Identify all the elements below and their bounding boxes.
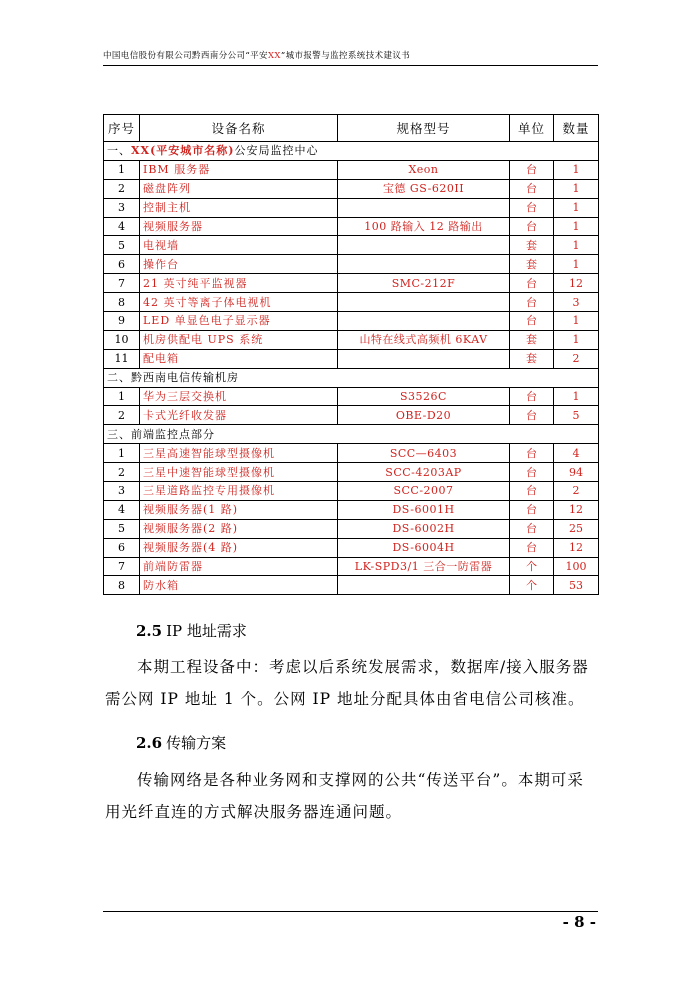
table-row — [104, 312, 599, 331]
table-row — [104, 255, 599, 274]
cell-name: 视频服务器(1 路) — [140, 500, 338, 519]
cell-qty: 2 — [554, 349, 599, 368]
table-row — [104, 406, 599, 425]
cell-model — [338, 236, 510, 255]
cell-qty: 1 — [554, 255, 599, 274]
section-title-suffix: 公安局监控中心 — [234, 144, 319, 158]
cell-no: 4 — [104, 500, 140, 519]
cell-name: 视频服务器(2 路) — [140, 519, 338, 538]
table-row — [104, 274, 599, 293]
cell-name: 配电箱 — [140, 349, 338, 368]
cell-unit: 台 — [510, 444, 554, 463]
cell-no: 10 — [104, 330, 140, 349]
cell-no: 2 — [104, 179, 140, 198]
cell-qty: 1 — [554, 179, 599, 198]
table-row — [104, 538, 599, 557]
cell-qty: 5 — [554, 406, 599, 425]
cell-name: 机房供配电 UPS 系统 — [140, 330, 338, 349]
col-header-qty: 数量 — [554, 115, 599, 142]
cell-no: 2 — [104, 406, 140, 425]
cell-model: Xeon — [338, 160, 510, 179]
cell-qty: 1 — [554, 160, 599, 179]
cell-unit: 套 — [510, 330, 554, 349]
equipment-table — [103, 114, 599, 595]
cell-name: 42 英寸等离子体电视机 — [140, 293, 338, 312]
col-header-no: 序号 — [104, 115, 140, 142]
cell-no: 2 — [104, 463, 140, 482]
table-header-row — [104, 115, 599, 142]
col-header-name: 设备名称 — [140, 115, 338, 142]
paragraph-2-6 — [105, 764, 597, 828]
cell-qty: 3 — [554, 293, 599, 312]
cell-model — [338, 576, 510, 595]
table-row — [104, 349, 599, 368]
cell-no: 5 — [104, 519, 140, 538]
cell-qty: 12 — [554, 538, 599, 557]
cell-qty: 4 — [554, 444, 599, 463]
table-row — [104, 160, 599, 179]
cell-model: DS-6001H — [338, 500, 510, 519]
section-title-highlight: XX(平安城市名称) — [131, 144, 235, 158]
cell-model: 山特在线式高频机 6KAV — [338, 330, 510, 349]
section-title — [104, 425, 599, 444]
cell-no: 8 — [104, 293, 140, 312]
cell-model — [338, 349, 510, 368]
cell-name: 前端防雷器 — [140, 557, 338, 576]
cell-no: 1 — [104, 160, 140, 179]
cell-qty: 53 — [554, 576, 599, 595]
cell-qty: 25 — [554, 519, 599, 538]
table-row — [104, 463, 599, 482]
col-header-model: 规格型号 — [338, 115, 510, 142]
cell-model — [338, 198, 510, 217]
section-title-prefix: 二、黔西南电信传输机房 — [107, 371, 239, 385]
cell-name: 卡式光纤收发器 — [140, 406, 338, 425]
table-row — [104, 519, 599, 538]
header-prefix: 中国电信股份有限公司黔西南分公司“平安 — [103, 51, 268, 61]
cell-unit: 台 — [510, 293, 554, 312]
table-row — [104, 198, 599, 217]
section-title: 传输方案 — [166, 734, 227, 752]
cell-unit: 台 — [510, 406, 554, 425]
cell-model: 100 路输入 12 路输出 — [338, 217, 510, 236]
section-title — [104, 142, 599, 161]
cell-name: 华为三层交换机 — [140, 387, 338, 406]
cell-name: 21 英寸纯平监视器 — [140, 274, 338, 293]
table-row — [104, 482, 599, 501]
cell-no: 8 — [104, 576, 140, 595]
cell-qty: 1 — [554, 217, 599, 236]
cell-qty: 12 — [554, 500, 599, 519]
cell-no: 4 — [104, 217, 140, 236]
section-number: 2.6 — [136, 734, 163, 752]
cell-model: SCC-4203AP — [338, 463, 510, 482]
cell-unit: 台 — [510, 160, 554, 179]
section-heading-2-5 — [136, 620, 247, 641]
cell-unit: 台 — [510, 179, 554, 198]
cell-unit: 套 — [510, 236, 554, 255]
table-row — [104, 293, 599, 312]
header-placeholder: XX — [267, 51, 281, 61]
cell-unit: 个 — [510, 576, 554, 595]
cell-qty: 1 — [554, 330, 599, 349]
cell-model — [338, 293, 510, 312]
table-body — [104, 142, 599, 595]
cell-no: 5 — [104, 236, 140, 255]
col-header-unit: 单位 — [510, 115, 554, 142]
cell-name: 视频服务器(4 路) — [140, 538, 338, 557]
cell-name: 电视墙 — [140, 236, 338, 255]
header-rule — [103, 65, 598, 66]
cell-unit: 台 — [510, 312, 554, 331]
cell-model: SMC-212F — [338, 274, 510, 293]
running-header — [103, 50, 598, 62]
cell-qty: 12 — [554, 274, 599, 293]
table-row — [104, 236, 599, 255]
cell-no: 6 — [104, 538, 140, 557]
cell-name: 磁盘阵列 — [140, 179, 338, 198]
cell-unit: 个 — [510, 557, 554, 576]
section-title — [104, 368, 599, 387]
cell-model: DS-6002H — [338, 519, 510, 538]
cell-no: 3 — [104, 482, 140, 501]
section-title-prefix: 三、前端监控点部分 — [107, 427, 215, 441]
table-row — [104, 500, 599, 519]
footer-rule — [103, 911, 598, 912]
cell-qty: 100 — [554, 557, 599, 576]
cell-name: 三星道路监控专用摄像机 — [140, 482, 338, 501]
table-row — [104, 217, 599, 236]
cell-model: LK-SPD3/1 三合一防雷器 — [338, 557, 510, 576]
cell-unit: 台 — [510, 198, 554, 217]
cell-no: 7 — [104, 557, 140, 576]
header-suffix: ”城市报警与监控系统技术建议书 — [280, 51, 411, 61]
section-heading-2-6 — [136, 732, 226, 753]
cell-no: 11 — [104, 349, 140, 368]
paragraph-text: 传输网络是各种业务网和支撑网的公共“传送平台”。本期可采用光纤直连的方式解决服务器连通问题。 — [105, 771, 584, 821]
paragraph-text: 本期工程设备中：考虑以后系统发展需求，数据库/接入服务器需公网 IP 地址 1 个。公网 IP 地址分配具体由省电信公司核准。 — [105, 658, 589, 708]
table-row — [104, 330, 599, 349]
cell-qty: 94 — [554, 463, 599, 482]
cell-unit: 台 — [510, 538, 554, 557]
cell-name: 操作台 — [140, 255, 338, 274]
cell-model: OBE-D20 — [338, 406, 510, 425]
page-number: - 8 - — [562, 913, 596, 931]
cell-name: 防水箱 — [140, 576, 338, 595]
cell-unit: 台 — [510, 274, 554, 293]
cell-name: IBM 服务器 — [140, 160, 338, 179]
cell-unit: 台 — [510, 463, 554, 482]
cell-no: 6 — [104, 255, 140, 274]
cell-unit: 台 — [510, 482, 554, 501]
table-row — [104, 444, 599, 463]
cell-model: DS-6004H — [338, 538, 510, 557]
section-number: 2.5 — [136, 622, 163, 640]
cell-name: 视频服务器 — [140, 217, 338, 236]
paragraph-2-5 — [105, 651, 597, 715]
cell-model: S3526C — [338, 387, 510, 406]
cell-model: 宝德 GS-620II — [338, 179, 510, 198]
table-row — [104, 557, 599, 576]
table-row — [104, 179, 599, 198]
cell-unit: 台 — [510, 519, 554, 538]
cell-qty: 1 — [554, 387, 599, 406]
table-row — [104, 387, 599, 406]
cell-no: 1 — [104, 444, 140, 463]
section-title: IP 地址需求 — [166, 622, 247, 640]
cell-name: LED 单显色电子显示器 — [140, 312, 338, 331]
cell-name: 控制主机 — [140, 198, 338, 217]
cell-name: 三星高速智能球型摄像机 — [140, 444, 338, 463]
cell-name: 三星中速智能球型摄像机 — [140, 463, 338, 482]
table-row — [104, 576, 599, 595]
section-row — [104, 368, 599, 387]
cell-qty: 1 — [554, 312, 599, 331]
cell-no: 3 — [104, 198, 140, 217]
cell-qty: 2 — [554, 482, 599, 501]
section-row — [104, 425, 599, 444]
cell-qty: 1 — [554, 198, 599, 217]
cell-qty: 1 — [554, 236, 599, 255]
cell-model — [338, 312, 510, 331]
cell-unit: 套 — [510, 255, 554, 274]
section-row — [104, 142, 599, 161]
cell-unit: 套 — [510, 349, 554, 368]
cell-no: 7 — [104, 274, 140, 293]
cell-model: SCC-2007 — [338, 482, 510, 501]
cell-unit: 台 — [510, 217, 554, 236]
cell-model — [338, 255, 510, 274]
cell-no: 1 — [104, 387, 140, 406]
cell-unit: 台 — [510, 500, 554, 519]
section-title-prefix: 一、 — [107, 144, 131, 158]
cell-unit: 台 — [510, 387, 554, 406]
cell-no: 9 — [104, 312, 140, 331]
cell-model: SCC—6403 — [338, 444, 510, 463]
